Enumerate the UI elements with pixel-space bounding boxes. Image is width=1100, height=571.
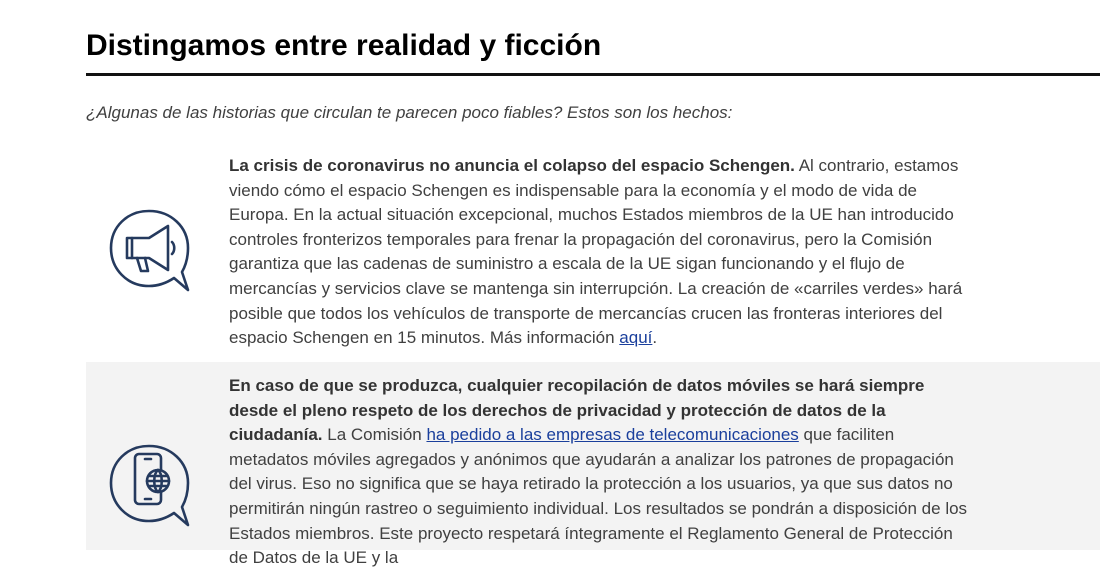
fact-text bbox=[229, 374, 969, 571]
more-info-link[interactable]: aquí bbox=[619, 328, 653, 348]
telecom-request-link[interactable]: ha pedido a las empresas de telecomunicaciones bbox=[426, 425, 799, 445]
fact-body: La Comisión bbox=[322, 425, 427, 445]
fact-text bbox=[229, 154, 969, 351]
fact-body-tail: . bbox=[652, 328, 658, 348]
intro-text: ¿Algunas de las historias que circulan te parecen poco fiables? Estos son los hechos: bbox=[86, 103, 733, 122]
fact-body: Al contrario, estamos viendo cómo el espacio Schengen es indispensable para la economía y el modo de vida de Europa. En la actual situación excepcional, muchos Estados miembros de la UE han introducido controles fronterizos temporales para frenar la propagación del coronavirus, pero la Comisión garantiza que las cadenas de suministro a escala de la UE sigan funcionando y el flujo de mercancías y servicios clave se mantenga sin interrupción. La creación de «carriles verdes» hará posible que todos los vehículos de transporte de mercancías crucen las fronteras interiores del espacio Schengen en 15 minutos. Más información bbox=[229, 156, 963, 348]
page-title: Distingamos entre realidad y ficción bbox=[86, 29, 602, 62]
megaphone-speech-bubble-icon bbox=[108, 208, 190, 294]
title-divider bbox=[86, 73, 1100, 76]
phone-globe-speech-bubble-icon bbox=[108, 443, 190, 529]
fact-headline: En caso de que se produzca, cualquier recopilación de datos móviles se hará siempre desde el pleno respeto de los derechos de privacidad y protección de datos de la ciudadanía. bbox=[229, 376, 925, 445]
fact-headline: La crisis de coronavirus no anuncia el colapso del espacio Schengen. bbox=[229, 156, 795, 175]
fact-body-continued: que faciliten metadatos móviles agregados y anónimos que ayudarán a analizar los patrones de propagación del virus. Eso no significa que se haya retirado la protección a los usuarios, ya que sus datos no permitirán ningún rastreo o seguimiento individual. Los resultados se pondrán a disposición de los Estados miembros. Este proyecto respetará íntegramente el Reglamento General de Protección de Datos de la UE y la bbox=[229, 425, 968, 568]
fact-item-highlighted bbox=[86, 362, 1100, 568]
fact-item bbox=[86, 150, 1100, 362]
